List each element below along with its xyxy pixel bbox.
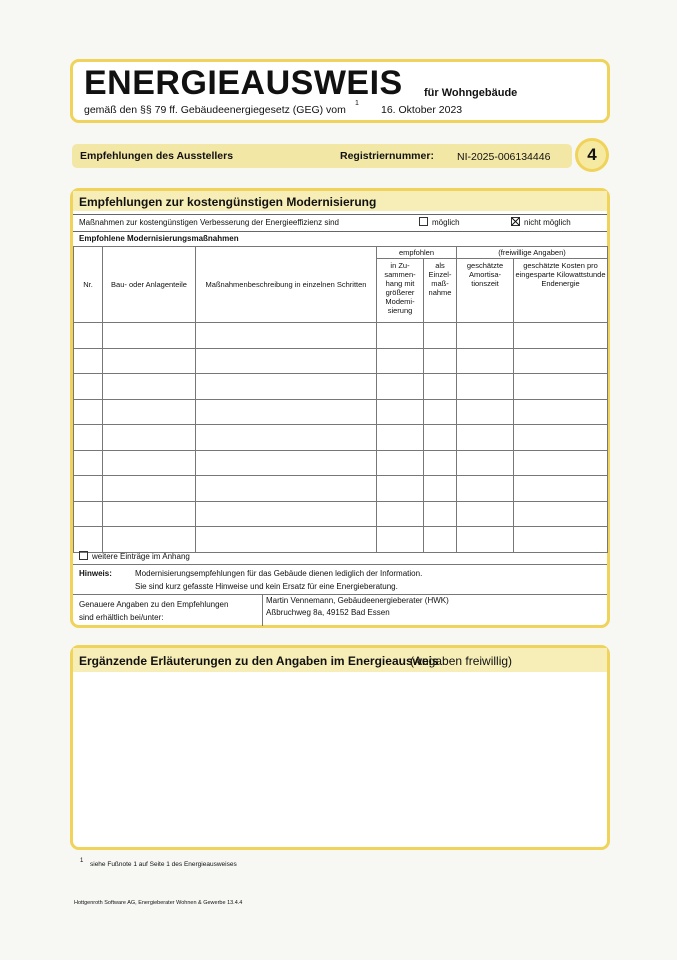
table-cell	[457, 450, 514, 476]
table-row	[74, 348, 608, 374]
table-row	[74, 399, 608, 425]
checkbox-more-entries[interactable]	[79, 551, 88, 560]
group-optional: (freiwillige Angaben)	[457, 247, 608, 259]
table-cell	[514, 348, 608, 374]
table-cell	[74, 476, 103, 502]
table-cell	[457, 348, 514, 374]
table-row	[74, 476, 608, 502]
table-cell	[424, 501, 457, 527]
recommendations-title: Empfehlungen zur kostengünstigen Modernisierung	[79, 195, 377, 209]
table-cell	[424, 527, 457, 553]
document-title-suffix: für Wohngebäude	[424, 87, 518, 99]
contact-label-line-1: Genauere Angaben zu den Empfehlungen	[79, 600, 229, 609]
table-cell	[377, 374, 424, 400]
table-cell	[196, 476, 377, 502]
software-credit: Hottgenroth Software AG, Energieberater Wohnen & Gewerbe 13.4.4	[74, 900, 243, 906]
notes-subtitle: (Angaben freiwillig)	[410, 654, 513, 668]
table-cell	[103, 323, 196, 349]
table-cell	[196, 501, 377, 527]
table-cell	[74, 374, 103, 400]
table-cell	[103, 476, 196, 502]
table-cell	[514, 527, 608, 553]
footnote-reference: 1	[355, 100, 359, 107]
table-cell	[424, 425, 457, 451]
table-cell	[103, 501, 196, 527]
table-cell	[424, 374, 457, 400]
table-cell	[514, 476, 608, 502]
measures-question: Maßnahmen zur kostengünstigen Verbesserung der Energieeffizienz sind	[79, 218, 340, 227]
table-row	[74, 323, 608, 349]
table-cell	[196, 323, 377, 349]
table-cell	[377, 425, 424, 451]
table-cell	[377, 476, 424, 502]
table-cell	[457, 476, 514, 502]
table-row	[74, 374, 608, 400]
table-cell	[457, 425, 514, 451]
table-cell	[103, 425, 196, 451]
table-cell	[514, 399, 608, 425]
option-possible-label: möglich	[432, 218, 460, 227]
option-possible[interactable]	[419, 215, 460, 231]
table-row	[74, 425, 608, 451]
table-row	[74, 501, 608, 527]
table-cell	[377, 348, 424, 374]
table-cell	[74, 399, 103, 425]
hint-label: Hinweis:	[79, 569, 112, 578]
table-cell	[514, 374, 608, 400]
measures-table	[73, 246, 608, 553]
table-cell	[424, 348, 457, 374]
table-title: Empfohlene Modernisierungsmaßnahmen	[79, 234, 239, 243]
table-cell	[196, 450, 377, 476]
table-cell	[424, 323, 457, 349]
col-context: in Zu-sammen-hang mit größerer Modemi-sierung	[377, 259, 424, 323]
hint-line-2: Sie sind kurz gefasste Hinweise und kein Ersatz für eine Energieberatung.	[135, 582, 398, 591]
table-row	[74, 450, 608, 476]
table-cell	[457, 374, 514, 400]
table-cell	[74, 527, 103, 553]
col-component: Bau- oder Anlagenteile	[103, 247, 196, 323]
table-cell	[457, 323, 514, 349]
table-cell	[377, 323, 424, 349]
measures-table-body	[74, 323, 608, 553]
table-cell	[514, 450, 608, 476]
section-label: Empfehlungen des Ausstellers	[80, 150, 234, 162]
hint-line-1: Modernisierungsempfehlungen für das Gebäude dienen lediglich der Information.	[135, 569, 423, 578]
table-cell	[196, 527, 377, 553]
table-row	[74, 527, 608, 553]
table-cell	[377, 450, 424, 476]
registration-number: NI-2025-006134446	[457, 151, 551, 163]
option-not-possible-label: nicht möglich	[524, 218, 571, 227]
more-entries-option[interactable]	[79, 551, 190, 561]
col-nr: Nr.	[74, 247, 103, 323]
checkbox-possible[interactable]	[419, 217, 428, 226]
registration-number-label: Registriernummer:	[340, 150, 434, 162]
table-cell	[103, 374, 196, 400]
table-cell	[196, 425, 377, 451]
law-date: 16. Oktober 2023	[381, 104, 463, 116]
table-cell	[103, 399, 196, 425]
table-cell	[377, 527, 424, 553]
contact-address: Aßbruchweg 8a, 49152 Bad Essen	[266, 608, 390, 617]
table-cell	[514, 501, 608, 527]
table-cell	[196, 399, 377, 425]
table-cell	[196, 374, 377, 400]
contact-divider	[262, 594, 263, 626]
page-number-badge: 4	[575, 138, 609, 172]
col-costs: geschätzte Kosten pro eingesparte Kilowattstunde Endenergie	[514, 259, 608, 323]
measures-possibility-row	[73, 214, 607, 232]
table-cell	[457, 527, 514, 553]
footnote-text: siehe Fußnote 1 auf Seite 1 des Energieausweises	[90, 861, 237, 868]
table-cell	[514, 323, 608, 349]
group-recommended: empfohlen	[377, 247, 457, 259]
document-title: ENERGIEAUSWEIS	[84, 64, 403, 102]
table-cell	[377, 501, 424, 527]
table-cell	[103, 527, 196, 553]
table-cell	[103, 348, 196, 374]
table-cell	[377, 399, 424, 425]
contact-label-line-2: sind erhältlich bei/unter:	[79, 613, 164, 622]
contact-name: Martin Vennemann, Gebäudeenergieberater (HWK)	[266, 596, 449, 605]
table-cell	[74, 450, 103, 476]
checkbox-not-possible[interactable]	[511, 217, 520, 226]
table-cell	[74, 425, 103, 451]
option-not-possible[interactable]	[511, 215, 571, 231]
table-cell	[74, 323, 103, 349]
footnote-mark: 1	[80, 858, 84, 864]
more-entries-label: weitere Einträge im Anhang	[92, 552, 190, 561]
table-cell	[424, 476, 457, 502]
legal-basis-text: gemäß den §§ 79 ff. Gebäudeenergiegesetz (GEG) vom	[84, 104, 346, 116]
table-cell	[196, 348, 377, 374]
col-single: als Einzel-maß-nahme	[424, 259, 457, 323]
col-amortization: geschätzte Amortisa-tionszeit	[457, 259, 514, 323]
table-cell	[514, 425, 608, 451]
table-cell	[103, 450, 196, 476]
table-cell	[457, 501, 514, 527]
table-cell	[424, 450, 457, 476]
table-cell	[457, 399, 514, 425]
col-description: Maßnahmenbeschreibung in einzelnen Schritten	[196, 247, 377, 323]
table-cell	[74, 348, 103, 374]
table-cell	[424, 399, 457, 425]
table-cell	[74, 501, 103, 527]
notes-title: Ergänzende Erläuterungen zu den Angaben im Energieausweis	[79, 654, 439, 668]
notes-section	[70, 645, 610, 850]
